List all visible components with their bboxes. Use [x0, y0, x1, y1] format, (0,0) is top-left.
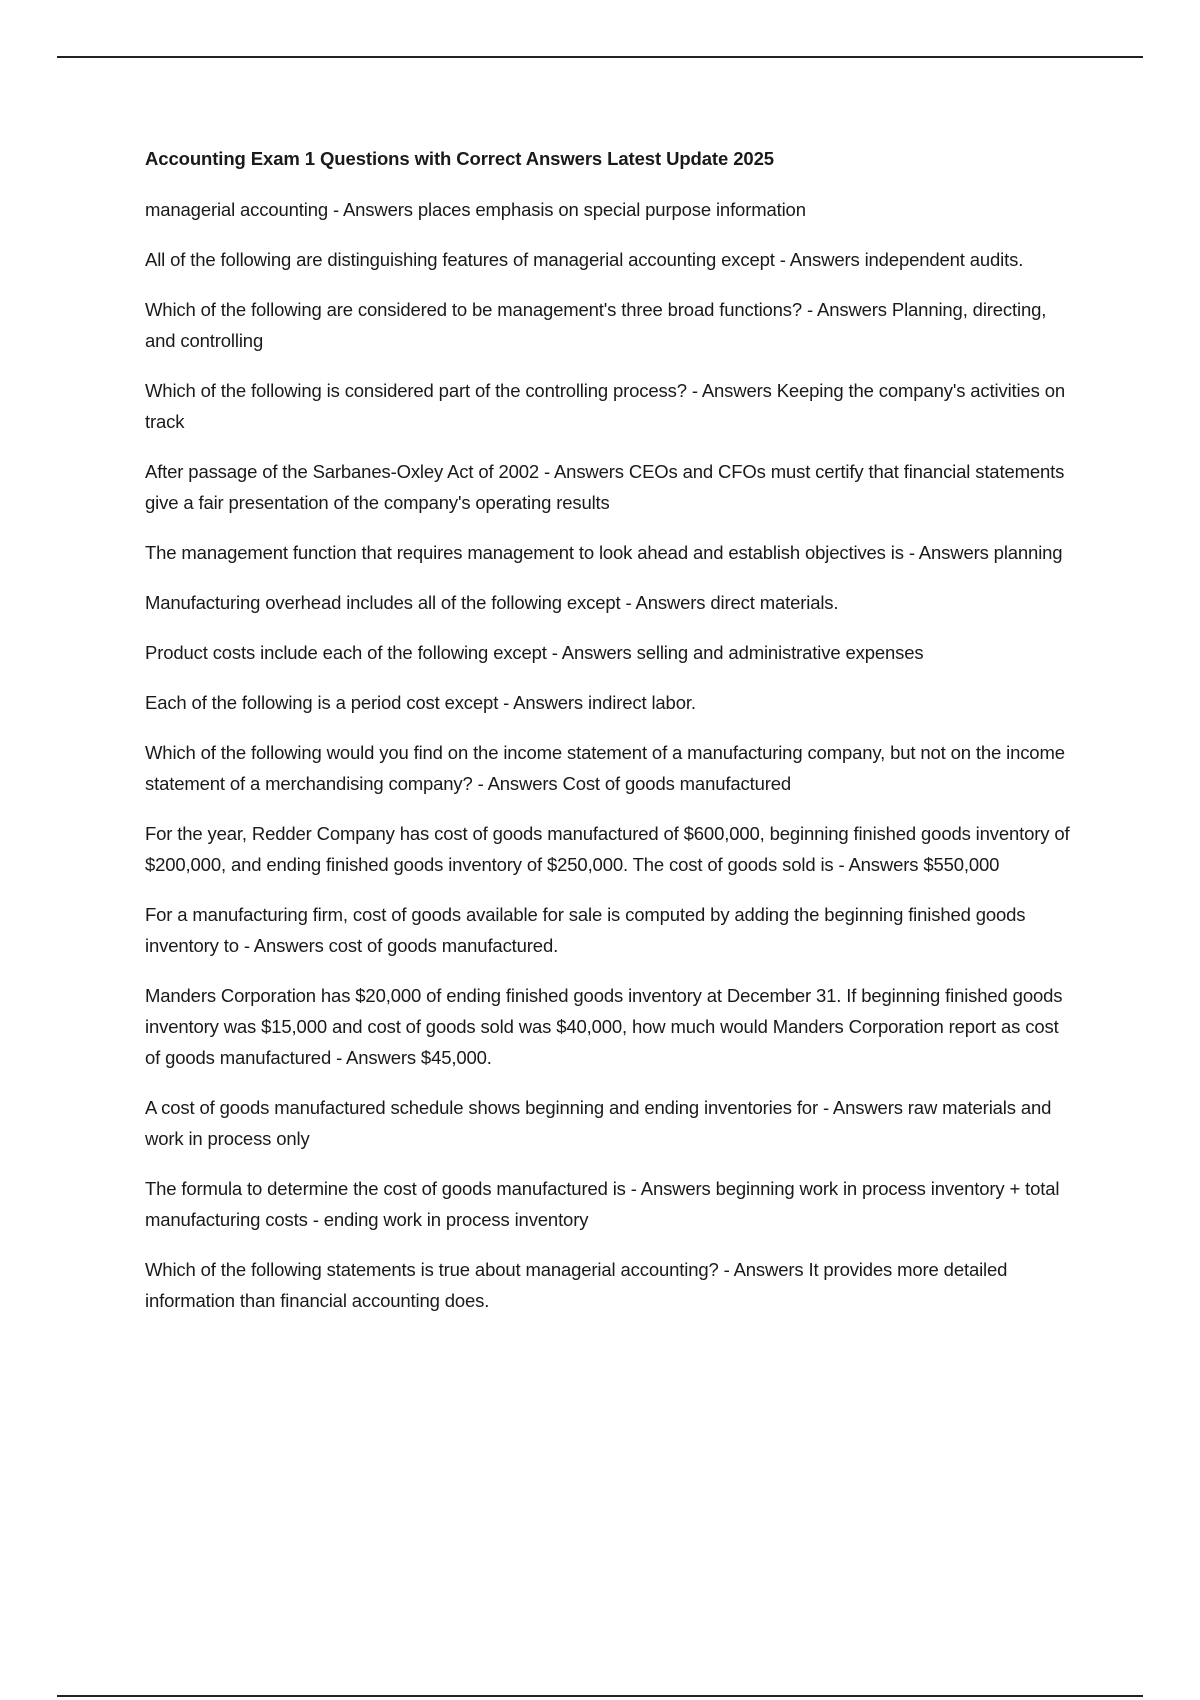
qa-item: For a manufacturing firm, cost of goods available for sale is computed by adding the beginning finished goods inventory to - Answers cost of goods manufactured.	[145, 904, 1026, 956]
qa-item: Which of the following statements is true about managerial accounting? - Answers It provides more detailed information than financial accounting does.	[145, 1259, 1008, 1311]
qa-item: After passage of the Sarbanes-Oxley Act of 2002 - Answers CEOs and CFOs must certify that financial statements give a fair presentation of the company's operating results	[145, 461, 1065, 513]
qa-item: The formula to determine the cost of goods manufactured is - Answers beginning work in process inventory + total manufacturing costs - ending work in process inventory	[145, 1178, 1060, 1230]
qa-item: Product costs include each of the following except - Answers selling and administrative expenses	[145, 642, 924, 663]
qa-item: managerial accounting - Answers places emphasis on special purpose information	[145, 199, 806, 220]
qa-item: Each of the following is a period cost except - Answers indirect labor.	[145, 692, 696, 713]
qa-item: Which of the following would you find on the income statement of a manufacturing company, but not on the income statement of a merchandising company? - Answers Cost of goods manufactured	[145, 742, 1065, 794]
qa-item: Manders Corporation has $20,000 of ending finished goods inventory at December 31. If beginning finished goods inventory was $15,000 and cost of goods sold was $40,000, how much would Manders Corporation report as cost of goods manufactured - Answers $45,000.	[145, 985, 1063, 1068]
footer-divider	[57, 1695, 1143, 1697]
qa-item: All of the following are distinguishing features of managerial accounting except - Answers independent audits.	[145, 249, 1024, 270]
document-body	[145, 146, 1075, 1335]
qa-item: The management function that requires management to look ahead and establish objectives is - Answers planning	[145, 542, 1063, 563]
qa-item: For the year, Redder Company has cost of goods manufactured of $600,000, beginning finished goods inventory of $200,000, and ending finished goods inventory of $250,000. The cost of goods sold is - Answers $550,000	[145, 823, 1070, 875]
qa-item: Which of the following is considered part of the controlling process? - Answers Keeping the company's activities on track	[145, 380, 1065, 432]
qa-item: A cost of goods manufactured schedule shows beginning and ending inventories for - Answers raw materials and work in process only	[145, 1097, 1052, 1149]
document-title: Accounting Exam 1 Questions with Correct Answers Latest Update 2025	[145, 148, 774, 169]
qa-item: Manufacturing overhead includes all of the following except - Answers direct materials.	[145, 592, 839, 613]
header-divider	[57, 56, 1143, 58]
qa-item: Which of the following are considered to be management's three broad functions? - Answers Planning, directing, and controlling	[145, 299, 1047, 351]
